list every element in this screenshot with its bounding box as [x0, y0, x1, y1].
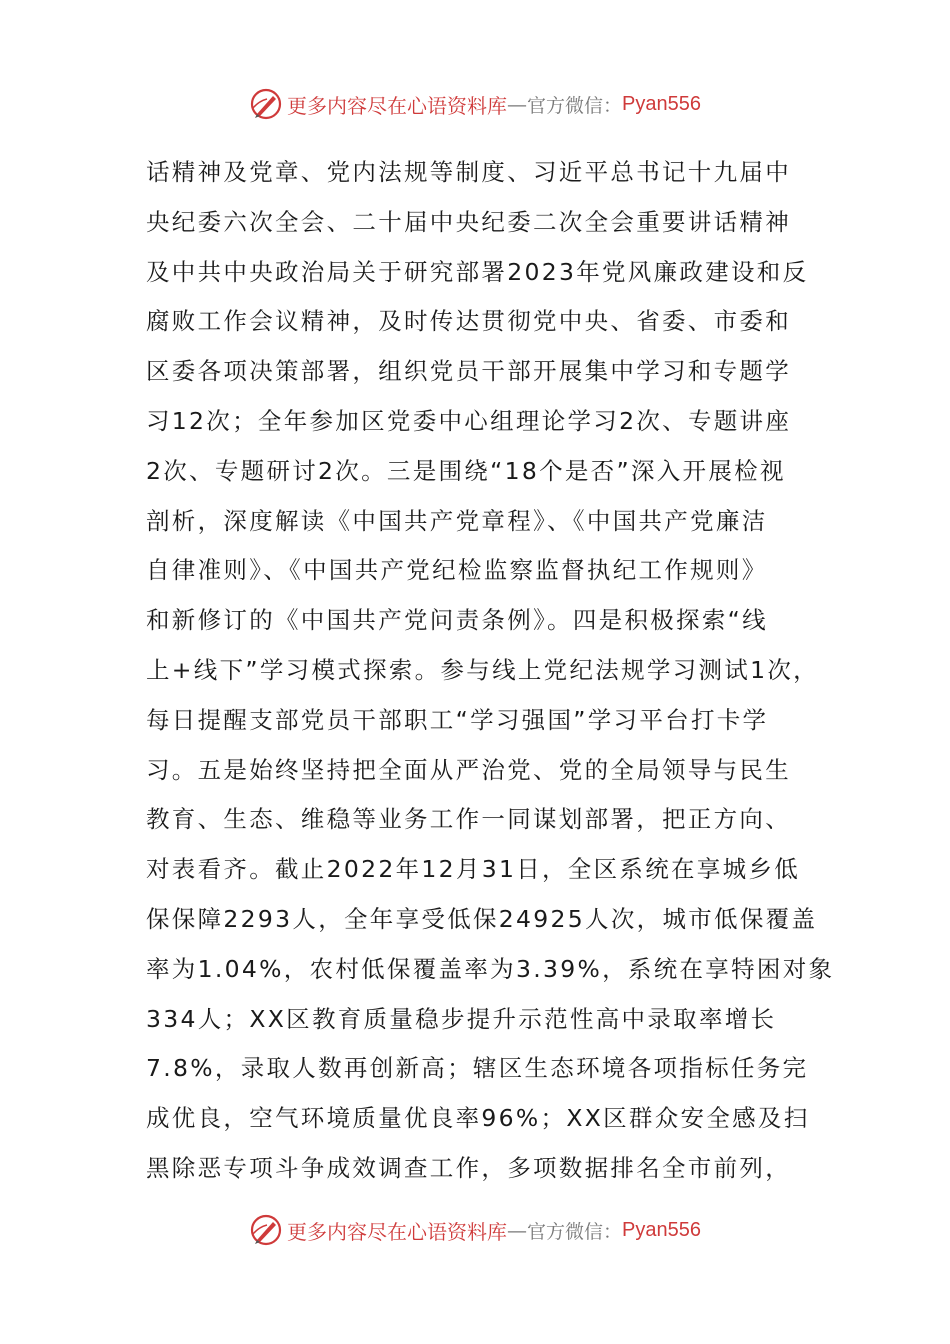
document-body	[146, 148, 835, 1194]
body-line: 2次、专题研讨2次。三是围绕“18个是否”深入开展检视	[146, 456, 786, 485]
body-line: 保保障2293人，全年享受低保24925人次，城市低保覆盖	[146, 904, 818, 933]
banner-wechat-id: Pyan556	[622, 1218, 701, 1241]
body-line: 央纪委六次全会、二十届中央纪委二次全会重要讲话精神	[146, 207, 791, 236]
body-line: 剖析，深度解读《中国共产党章程》、《中国共产党廉洁	[146, 506, 768, 535]
body-line: 每日提醒支部党员干部职工“学习强国”学习平台打卡学	[146, 705, 769, 734]
banner-separator: —	[507, 1218, 527, 1242]
banner-brand-text: 更多内容尽在心语资料库	[287, 1219, 507, 1244]
banner-wechat-id: Pyan556	[622, 92, 701, 115]
body-line: 上+线下”学习模式探索。参与线上党纪法规学习测试1次，	[146, 655, 819, 684]
body-line: 黑除恶专项斗争成效调查工作，多项数据排名全市前列，	[146, 1153, 791, 1182]
body-line: 334人；XX区教育质量稳步提升示范性高中录取率增长	[146, 1004, 777, 1033]
body-line: 成优良，空气环境质量优良率96%；XX区群众安全感及扫	[146, 1104, 810, 1133]
body-line: 率为1.04%，农村低保覆盖率为3.39%，系统在享特困对象	[146, 954, 835, 983]
body-line: 教育、生态、维稳等业务工作一同谋划部署，把正方向、	[146, 805, 791, 834]
body-line: 区委各项决策部署，组织党员干部开展集中学习和专题学	[146, 357, 791, 386]
body-line: 腐败工作会议精神，及时传达贯彻党中央、省委、市委和	[146, 307, 791, 336]
body-line: 7.8%，录取人数再创新高；辖区生态环境各项指标任务完	[146, 1054, 809, 1083]
pen-logo-icon	[249, 1213, 283, 1247]
body-line: 自律准则》、《中国共产党纪检监察监督执纪工作规则》	[146, 556, 768, 585]
body-line: 及中共中央政治局关于研究部署2023年党风廉政建设和反	[146, 257, 809, 286]
body-line: 习12次；全年参加区党委中心组理论学习2次、专题讲座	[146, 406, 792, 435]
footer-watermark-banner	[0, 1210, 950, 1250]
banner-separator: —	[507, 92, 527, 116]
banner-official-label: 官方微信：	[527, 94, 623, 117]
banner-brand-text: 更多内容尽在心语资料库	[287, 93, 507, 118]
banner-official-label: 官方微信：	[527, 1220, 623, 1243]
body-line: 习。五是始终坚持把全面从严治党、党的全局领导与民生	[146, 755, 791, 784]
body-line: 话精神及党章、党内法规等制度、习近平总书记十九届中	[146, 158, 791, 186]
body-line: 和新修订的《中国共产党问责条例》。四是积极探索“线	[146, 606, 768, 635]
body-line: 对表看齐。截止2022年12月31日，全区系统在享城乡低	[146, 855, 801, 884]
pen-logo-icon	[249, 87, 283, 121]
header-watermark-banner	[0, 84, 950, 124]
